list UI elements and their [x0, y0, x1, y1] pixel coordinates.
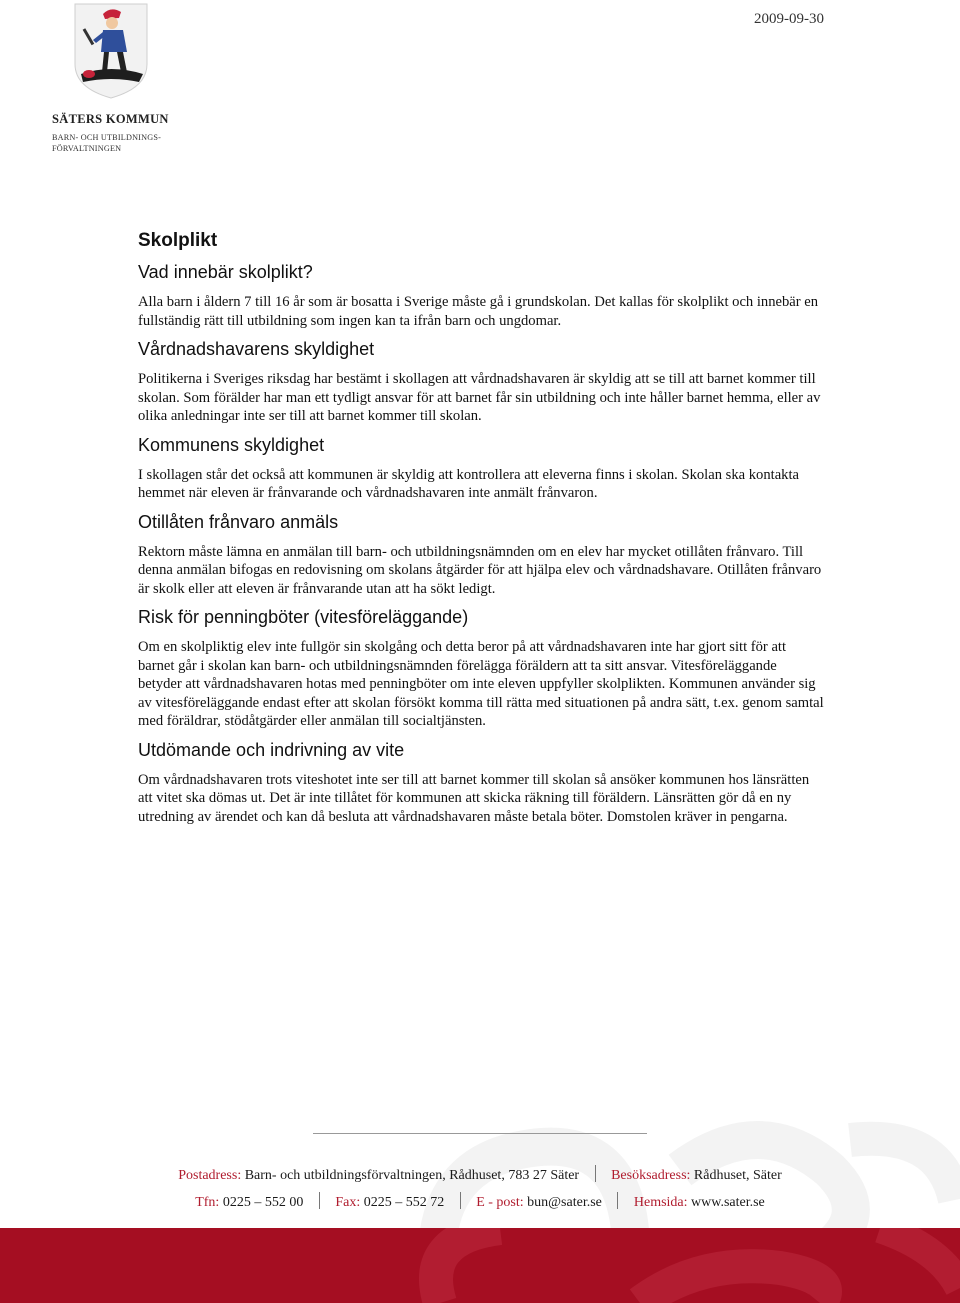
section-paragraph: Om en skolpliktig elev inte fullgör sin skolgång och detta beror på att vårdnadshavaren inte har gjort sitt för att barnet går i skolan kan barn- och utbildningsnämnden förelägga föräldern att ta sitt ansvar. Vitesföreläggande betyder att vårdnadshavaren hotas med penningböter om inte eleven uppfyller skolplikten. Kommunen använder sig av vitesföreläggande endast efter att skolan försökt komma till rätta med situationen på andra sätt, t.ex. genom samtal med föräldrar, stödåtgärder eller anmälan till socialtjänsten.	[138, 639, 824, 729]
coat-of-arms-icon	[73, 2, 149, 100]
phone-label: Tfn:	[195, 1195, 220, 1210]
postal-value: Barn- och utbildningsförvaltningen, Rådhuset, 783 27 Säter	[244, 1168, 580, 1183]
fax-value: 0225 – 552 72	[363, 1195, 445, 1210]
section-heading: Vårdnadshavarens skyldighet	[138, 339, 375, 359]
section-fine-enforcement	[138, 739, 824, 827]
section-what-is-schooling-duty	[138, 261, 824, 330]
section-guardian-duty	[138, 338, 824, 426]
document-date: 2009-09-30	[754, 11, 824, 27]
section-fine-risk	[138, 606, 824, 731]
section-municipality-duty	[138, 434, 824, 503]
section-heading: Otillåten frånvaro anmäls	[138, 511, 339, 532]
section-paragraph: I skollagen står det också att kommunen är skyldig att kontrollera att eleverna finns i skolan. Skolan ska kontakta hemmet när eleven är frånvarande och vårdnadshavaren inte anmält frånvaron.	[138, 466, 800, 501]
email-label: E - post:	[476, 1195, 524, 1210]
section-unauthorized-absence	[138, 511, 824, 599]
section-heading: Utdömande och indrivning av vite	[138, 739, 405, 760]
footer-separator	[617, 1192, 618, 1209]
footer-address-row	[0, 1165, 960, 1184]
logo-department-line-1: BARN- OCH UTBILDNINGS-	[52, 133, 162, 142]
footer-separator	[460, 1192, 461, 1209]
section-paragraph: Alla barn i åldern 7 till 16 år som är bosatta i Sverige måste gå i grundskolan. Det kallas för skolplikt och innebär en fullständig rätt till utbildning som ingen kan ta ifrån barn och ungdomar.	[138, 294, 819, 329]
postal-label: Postadress:	[178, 1168, 242, 1183]
municipality-logo	[52, 2, 170, 154]
footer-separator	[595, 1165, 596, 1182]
web-label: Hemsida:	[633, 1195, 688, 1210]
footer-separator	[319, 1192, 320, 1209]
section-heading: Risk för penningböter (vitesföreläggande)	[138, 607, 469, 627]
fax-label: Fax:	[335, 1195, 361, 1210]
section-heading: Kommunens skyldighet	[138, 434, 325, 455]
footer-contact-row	[0, 1192, 960, 1211]
website-link[interactable]: www.sater.se	[691, 1195, 765, 1210]
document-body	[138, 229, 824, 834]
footer-divider	[313, 1133, 647, 1134]
email-link[interactable]: bun@sater.se	[527, 1195, 602, 1210]
logo-name: SÄTERS KOMMUN	[52, 112, 169, 126]
logo-department-line-2: FÖRVALTNINGEN	[52, 143, 122, 153]
section-paragraph: Politikerna i Sveriges riksdag har bestämt i skollagen att vårdnadshavaren är skyldig att se till att barnet kommer till skolan. Som förälder har man ett tydligt ansvar för att barnet får sin utbildning och inte håller barnet hemma, eller av olika anledningar inte ser till att barnet kommer till skolan.	[138, 371, 821, 424]
visit-value: Rådhuset, Säter	[693, 1168, 782, 1183]
visit-label: Besöksadress:	[611, 1168, 691, 1183]
section-paragraph: Rektorn måste lämna en anmälan till barn- och utbildningsnämnden om en elev har mycket otillåten frånvaro. Till denna anmälan bifogas en redovisning om skolans åtgärder för att hjälpa elev och vårdnadshavare. Otillåten frånvaro är skolk eller att eleven är frånvarande utan att ha sökt ledigt.	[138, 543, 822, 597]
section-paragraph: Om vårdnadshavaren trots viteshotet inte ser till att barnet kommer till skolan så ansöker kommunen hos länsrätten att vitet ska dömas ut. Det är inte tillåtet för kommunen att skicka räkning till föräldern. Länsrätten gör då en ny utredning av ärendet och kan då besluta att vårdnadshavaren måste betala böter. Domstolen kräver in pengarna.	[138, 771, 810, 825]
phone-value: 0225 – 552 00	[222, 1195, 304, 1210]
section-heading: Vad innebär skolplikt?	[138, 262, 313, 282]
band-watermark-graphic	[0, 1228, 960, 1303]
logo-department	[52, 133, 170, 154]
page-title: Skolplikt	[138, 230, 218, 251]
